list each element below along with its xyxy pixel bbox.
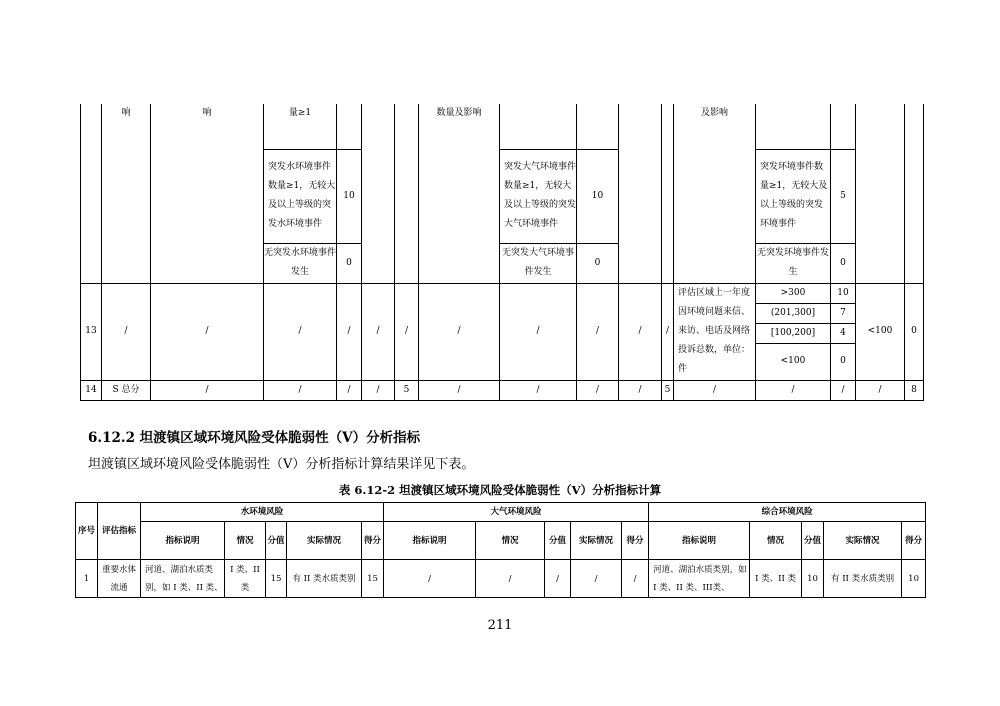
score-cell: 0 <box>831 343 856 380</box>
header-case: 情况 <box>225 522 266 560</box>
table-cell: 河道、湖泊水质类别，如 I 类、II 类、III类、 <box>649 560 750 598</box>
risk-index-table-continued <box>80 104 924 401</box>
air-total: 5 <box>662 380 674 400</box>
score-cell: 0 <box>577 243 619 283</box>
table-caption: 表 6.12-2 坦渡镇区域环境风险受体脆弱性（V）分析指标计算 <box>338 483 662 497</box>
water-total: 5 <box>395 380 419 400</box>
score-cell: 5 <box>831 149 856 243</box>
section-paragraph: 坦渡镇区域环境风险受体脆弱性（V）分析指标计算结果详见下表。 <box>88 457 475 472</box>
table-cell: 突发大气环境事件数量≥1，无较大及以上等级的突发大气环境事件 <box>500 149 577 243</box>
table-cell: 响 <box>151 104 264 283</box>
level-cell: <100 <box>756 343 831 380</box>
index-name: 重要水体流通 <box>98 560 141 598</box>
result-cell: 10 <box>902 560 926 598</box>
header-get: 得分 <box>362 522 384 560</box>
header-case: 情况 <box>476 522 545 560</box>
table-row: 1 重要水体流通 河道、湖泊水质类别，如 I 类、II 类、 I 类、II 类 15 有 II 类水质类别 15 / / / / / 河道、湖泊水质类别，如 I 类、II 类、III类、 I 类、II 类 10 有 II 类水质类别 10 <box>76 560 926 598</box>
row-number: 1 <box>76 560 98 598</box>
header-case: 情况 <box>750 522 802 560</box>
row-number: 14 <box>81 380 102 400</box>
score-cell: 10 <box>337 149 362 243</box>
table-cell: 无突发水环境事件发生 <box>264 243 337 283</box>
level-cell: (201,300] <box>756 303 831 323</box>
header-air: 大气环境风险 <box>384 503 649 522</box>
header-score: 分值 <box>266 522 287 560</box>
indicator-description: 评估区域上一年度因环境问题来信、来访、电话及网络投诉总数，单位：件 <box>674 283 756 380</box>
table-cell: 量≥1 <box>264 104 337 149</box>
score-cell: 0 <box>831 243 856 283</box>
table-cell: 无突发环境事件发生 <box>756 243 831 283</box>
header-no: 序号 <box>76 503 98 560</box>
result-cell: 15 <box>362 560 384 598</box>
header-index: 评估指标 <box>98 503 141 560</box>
header-get: 得分 <box>902 522 926 560</box>
header-actual: 实际情况 <box>571 522 622 560</box>
table-row <box>81 104 924 149</box>
level-cell: >300 <box>756 283 831 303</box>
score-cell: 7 <box>831 303 856 323</box>
score-cell: 0 <box>337 243 362 283</box>
table-cell: 及影响 <box>674 104 756 283</box>
actual-cell: <100 <box>856 283 905 380</box>
table-cell: 突发水环境事件数量≥1，无较大及以上等级的突发水环境事件 <box>264 149 337 243</box>
header-combined: 综合环境风险 <box>649 503 926 522</box>
row-number: 13 <box>81 283 102 380</box>
table-cell: 有 II 类水质类别 <box>287 560 362 598</box>
score-cell: 10 <box>802 560 824 598</box>
vulnerability-index-table <box>75 502 926 598</box>
section-heading: 6.12.2 坦渡镇区域环境风险受体脆弱性（V）分析指标 <box>88 430 421 446</box>
header-actual: 实际情况 <box>287 522 362 560</box>
table-cell: 数量及影响 <box>419 104 500 283</box>
table-cell: I 类、II 类 <box>750 560 802 598</box>
header-score: 分值 <box>545 522 571 560</box>
table-header-row <box>76 503 926 522</box>
row-label: S 总分 <box>102 380 151 400</box>
header-desc: 指标说明 <box>384 522 476 560</box>
level-cell: [100,200] <box>756 323 831 343</box>
score-cell: 10 <box>831 283 856 303</box>
score-cell: 15 <box>266 560 287 598</box>
header-water: 水环境风险 <box>141 503 384 522</box>
total-score: 8 <box>905 380 924 400</box>
table-cell: 河道、湖泊水质类别，如 I 类、II 类、 <box>141 560 225 598</box>
table-cell: 无突发大气环境事件发生 <box>500 243 577 283</box>
header-actual: 实际情况 <box>824 522 902 560</box>
table-cell: 响 <box>102 104 151 283</box>
table-cell: 突发环境事件数量≥1，无较大及以上等级的突发环境事件 <box>756 149 831 243</box>
score-cell: 4 <box>831 323 856 343</box>
score-cell: 10 <box>577 149 619 243</box>
page-number: 211 <box>487 618 513 633</box>
header-score: 分值 <box>802 522 824 560</box>
header-get: 得分 <box>622 522 649 560</box>
table-header-row <box>76 522 926 560</box>
header-desc: 指标说明 <box>141 522 225 560</box>
result-cell: 0 <box>905 283 924 380</box>
table-row: 13 / / / / / / / / / / / 评估区域上一年度因环境问题来信、来访、电话及网络投诉总数，单位：件 >300 10 <100 0 <box>81 283 924 303</box>
header-desc: 指标说明 <box>649 522 750 560</box>
table-row: 14 S 总分 / / / / 5 / / / / 5 / / / / 8 <box>81 380 924 400</box>
table-cell: 有 II 类水质类别 <box>824 560 902 598</box>
table-cell: I 类、II 类 <box>225 560 266 598</box>
